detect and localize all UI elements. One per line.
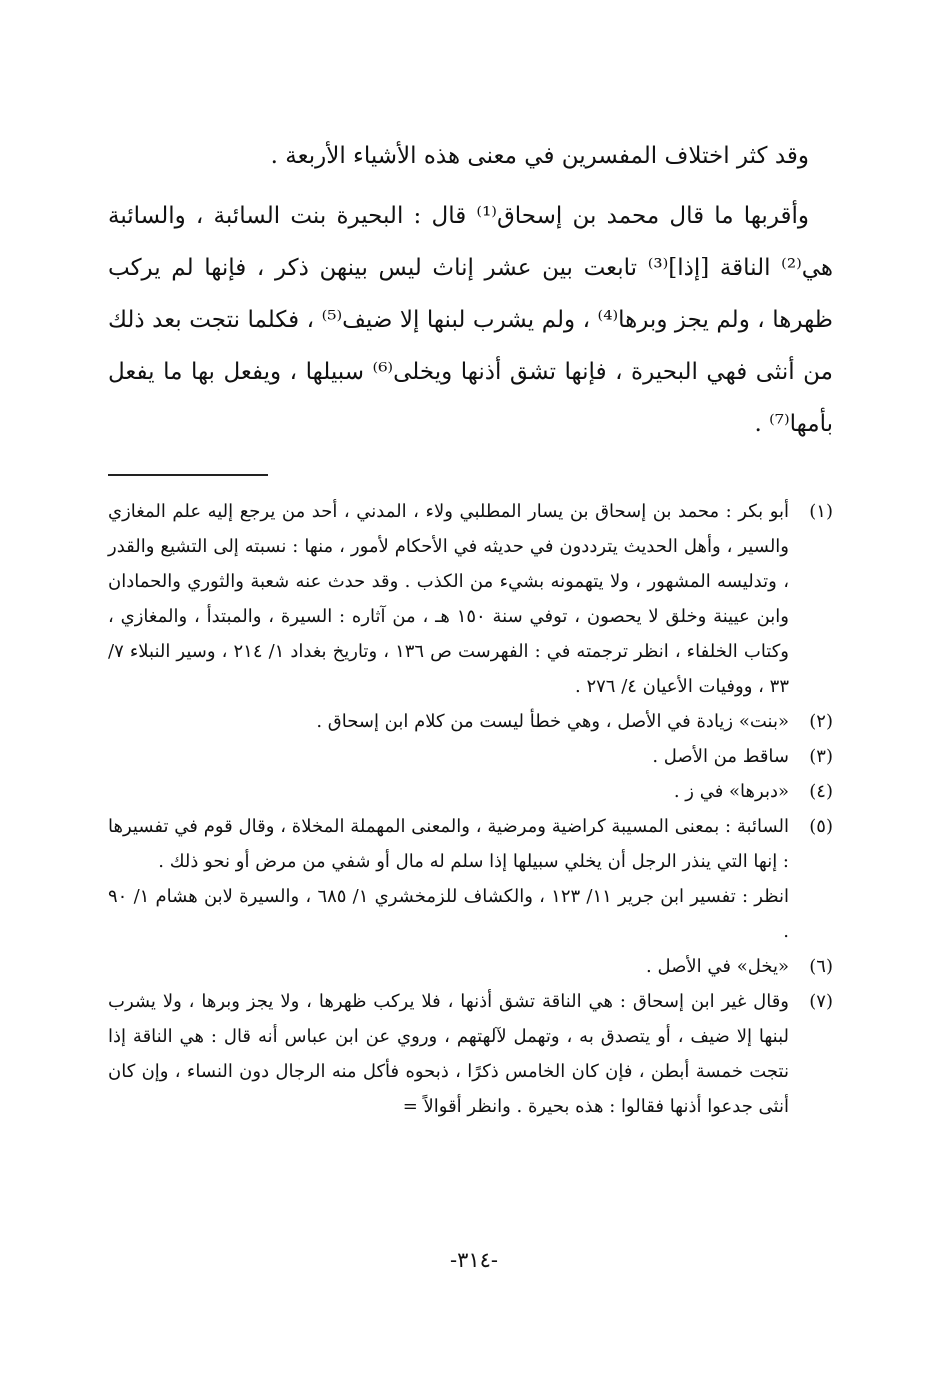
footnotes bbox=[108, 494, 833, 1124]
footnote-6 bbox=[108, 949, 833, 984]
footnote-4 bbox=[108, 774, 833, 809]
footnote-number: (٧) bbox=[809, 991, 833, 1012]
footnote-3 bbox=[108, 739, 833, 774]
footnote-1 bbox=[108, 494, 833, 704]
footnote-number: (٤) bbox=[809, 781, 833, 802]
footnote-text: أبو بكر : محمد بن إسحاق بن يسار المطلبي ولاء ، المدني ، أحد من يرجع إليه علم المغازي والسير ، وأهل الحديث يترددون في حديثه في الأحكام لأمور ، منها : نسبته إلى التشيع والقدر ، وتدليسه المشهور ، ولا يتهمونه بشيء من الكذب . وقد حدث عنه شعبة والثوري والحمادان وابن عيينة وخلق لا يحصون ، توفي سنة ١٥٠ هـ ، من آثاره : السيرة ، والمبتدأ ، والمغازي ، وكتاب الخلفاء ، انظر ترجمته في : الفهرست ص ١٣٦ ، وتاريخ بغداد ١/ ٢١٤ ، وسير النبلاء ٧/ ٣٣ ، ووفيات الأعيان ٤/ ٢٧٦ . bbox=[108, 501, 790, 697]
footnote-number: (١) bbox=[809, 501, 833, 522]
main-paragraph-2: وأقربها ما قال محمد بن إسحاق⁽¹⁾ قال : البحيرة بنت السائبة ، والسائبة هي⁽²⁾ الناقة [إذا]⁽³⁾ تابعت بين عشر إناث ليس بينهن ذكر ، فإنها لم يركب ظهرها ، ولم يجز وبرها⁽⁴⁾ ، ولم يشرب لبنها إلا ضيف⁽⁵⁾ ، فكلما نتجت بعد ذلك من أنثى فهي البحيرة ، فإنها تشق أذنها ويخلى⁽⁶⁾ سبيلها ، ويفعل بها ما يفعل بأمها⁽⁷⁾ . bbox=[108, 203, 834, 437]
footnote-text: «دبرها» في ز . bbox=[673, 781, 789, 802]
main-text bbox=[108, 130, 833, 450]
footnote-text: وقال غير ابن إسحاق : هي الناقة تشق أذنها ، فلا يركب ظهرها ، ولا يجز وبرها ، ولا يشرب لبنها إلا ضيف ، أو يتصدق به ، وتهمل لآلهتهم ، وروي عن ابن عباس أنه قال : هي الناقة إذا نتجت خمسة أبطن ، فإن كان الخامس ذكرًا ، ذبحوه فأكل منه الرجال دون النساء ، وإن كان أنثى جدعوا أذنها فقالوا : هذه بحيرة . وانظر أقوالاً = bbox=[108, 991, 789, 1117]
footnote-text: السائبة : بمعنى المسيبة كراضية ومرضية ، والمعنى المهملة المخلاة ، وقال قوم في تفسيرها : إنها التي ينذر الرجل أن يخلي سبيلها إذا سلم له مال أو شفي من مرض أو نحو ذلك . bbox=[108, 816, 789, 872]
page-content bbox=[108, 130, 833, 1124]
footnote-text: «بنت» زيادة في الأصل ، وهي خطأ ليست من كلام ابن إسحاق . bbox=[316, 711, 789, 732]
footnote-2 bbox=[108, 704, 833, 739]
main-paragraph-1: وقد كثر اختلاف المفسرين في معنى هذه الأشياء الأربعة . bbox=[270, 143, 809, 169]
footnote-number: (٣) bbox=[809, 746, 833, 767]
footnote-divider bbox=[108, 474, 268, 476]
footnote-number: (٥) bbox=[809, 816, 833, 837]
footnote-text: «يخل» في الأصل . bbox=[646, 956, 789, 977]
page-number: -٣١٤- bbox=[449, 1248, 499, 1272]
footnote-number: (٢) bbox=[809, 711, 833, 732]
footnote-number: (٦) bbox=[809, 956, 833, 977]
footnote-7 bbox=[108, 984, 833, 1124]
footnote-text: ساقط من الأصل . bbox=[652, 746, 789, 767]
footnote-5 bbox=[108, 809, 833, 949]
footnote-reference: انظر : تفسير ابن جرير ١١/ ١٢٣ ، والكشاف للزمخشري ١/ ٦٨٥ ، والسيرة لابن هشام ١/ ٩٠ . bbox=[108, 886, 789, 942]
